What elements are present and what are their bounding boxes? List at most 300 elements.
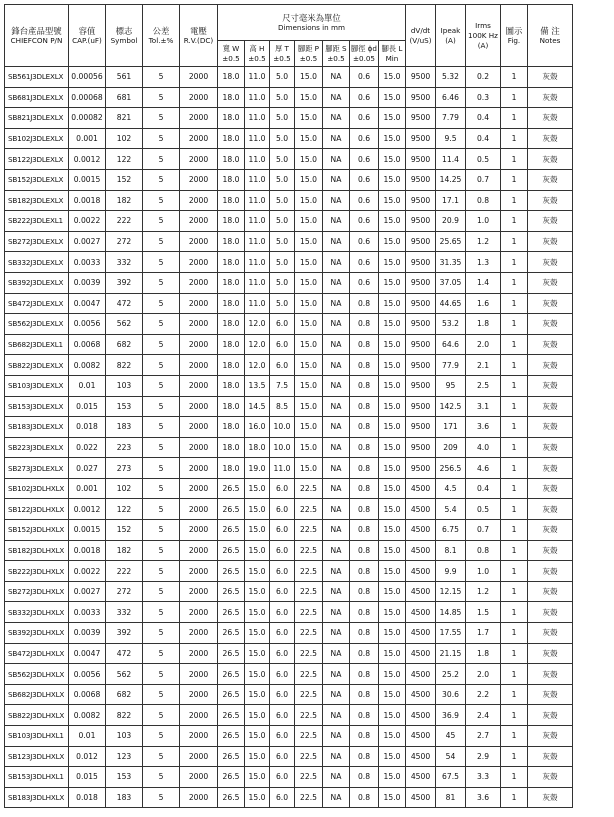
cell-pitch-p: 15.0 (295, 128, 323, 149)
cell-pitch-s: NA (323, 767, 350, 788)
cell-lead-length: 15.0 (379, 334, 406, 355)
cell-height: 15.0 (245, 581, 270, 602)
header-dim-thickness-tol: ±0.5 (273, 53, 291, 63)
cell-pitch-s: NA (323, 252, 350, 273)
cell-capacitance: 0.022 (69, 437, 106, 458)
header-dim-lead-diameter-label: 腳徑 ϕd (351, 43, 377, 53)
cell-symbol: 392 (106, 623, 143, 644)
cell-irms: 3.3 (466, 767, 501, 788)
spec-table (4, 4, 573, 808)
cell-irms: 0.4 (466, 128, 501, 149)
cell-irms: 2.5 (466, 375, 501, 396)
header-part-number-en: CHIEFCON P/N (10, 35, 63, 45)
cell-symbol: 821 (106, 108, 143, 129)
cell-capacitance: 0.0033 (69, 252, 106, 273)
cell-symbol: 332 (106, 602, 143, 623)
cell-lead-length: 15.0 (379, 169, 406, 190)
header-dvdt (406, 5, 436, 67)
cell-figure: 1 (501, 602, 528, 623)
cell-lead-length: 15.0 (379, 417, 406, 438)
cell-figure: 1 (501, 478, 528, 499)
cell-notes: 灰殼 (528, 726, 573, 747)
cell-dvdt: 9500 (406, 458, 436, 479)
cell-irms: 3.6 (466, 787, 501, 808)
cell-notes: 灰殼 (528, 437, 573, 458)
cell-pitch-p: 15.0 (295, 87, 323, 108)
cell-lead-length: 15.0 (379, 396, 406, 417)
cell-part-number: SB332J3DLHXLX (5, 602, 69, 623)
cell-figure: 1 (501, 272, 528, 293)
cell-notes: 灰殼 (528, 355, 573, 376)
cell-rated-voltage: 2000 (180, 128, 218, 149)
cell-lead-diameter: 0.6 (350, 108, 379, 129)
cell-pitch-p: 22.5 (295, 664, 323, 685)
cell-height: 11.0 (245, 169, 270, 190)
cell-symbol: 183 (106, 417, 143, 438)
cell-capacitance: 0.018 (69, 787, 106, 808)
cell-lead-diameter: 0.8 (350, 540, 379, 561)
cell-pitch-p: 15.0 (295, 67, 323, 88)
cell-lead-diameter: 0.6 (350, 211, 379, 232)
cell-symbol: 153 (106, 767, 143, 788)
cell-rated-voltage: 2000 (180, 602, 218, 623)
cell-dvdt: 4500 (406, 767, 436, 788)
cell-width: 26.5 (218, 705, 245, 726)
cell-figure: 1 (501, 334, 528, 355)
cell-tolerance: 5 (143, 499, 180, 520)
cell-figure: 1 (501, 664, 528, 685)
header-ipeak (436, 5, 466, 67)
cell-pitch-p: 15.0 (295, 190, 323, 211)
cell-capacitance: 0.0068 (69, 334, 106, 355)
cell-pitch-s: NA (323, 417, 350, 438)
cell-width: 18.0 (218, 211, 245, 232)
cell-capacitance: 0.00056 (69, 67, 106, 88)
cell-pitch-p: 15.0 (295, 108, 323, 129)
cell-pitch-s: NA (323, 314, 350, 335)
cell-tolerance: 5 (143, 643, 180, 664)
cell-irms: 0.8 (466, 190, 501, 211)
cell-pitch-s: NA (323, 520, 350, 541)
cell-dvdt: 9500 (406, 211, 436, 232)
cell-dvdt: 9500 (406, 314, 436, 335)
header-tolerance (143, 5, 180, 67)
header-dim-pitch-p (295, 41, 323, 67)
header-dim-height-label: 高 H (249, 43, 265, 53)
cell-figure: 1 (501, 87, 528, 108)
cell-symbol: 222 (106, 561, 143, 582)
cell-tolerance: 5 (143, 458, 180, 479)
cell-notes: 灰殼 (528, 128, 573, 149)
cell-capacitance: 0.0018 (69, 540, 106, 561)
cell-notes: 灰殼 (528, 375, 573, 396)
cell-irms: 4.0 (466, 437, 501, 458)
cell-irms: 0.7 (466, 169, 501, 190)
cell-lead-length: 15.0 (379, 787, 406, 808)
cell-lead-diameter: 0.8 (350, 561, 379, 582)
header-capacitance-zh: 容值 (78, 25, 96, 36)
cell-figure: 1 (501, 375, 528, 396)
cell-dvdt: 9500 (406, 334, 436, 355)
cell-dvdt: 4500 (406, 726, 436, 747)
cell-lead-diameter: 0.8 (350, 705, 379, 726)
cell-irms: 1.7 (466, 623, 501, 644)
cell-lead-length: 15.0 (379, 643, 406, 664)
cell-part-number: SB182J3DLHXLX (5, 540, 69, 561)
cell-part-number: SB272J3DLEXLX (5, 231, 69, 252)
table-row (5, 314, 573, 335)
cell-width: 18.0 (218, 334, 245, 355)
cell-rated-voltage: 2000 (180, 417, 218, 438)
cell-tolerance: 5 (143, 684, 180, 705)
cell-symbol: 103 (106, 375, 143, 396)
table-row (5, 787, 573, 808)
header-irms (466, 5, 501, 67)
cell-rated-voltage: 2000 (180, 767, 218, 788)
cell-irms: 1.2 (466, 231, 501, 252)
cell-height: 13.5 (245, 375, 270, 396)
cell-rated-voltage: 2000 (180, 787, 218, 808)
cell-pitch-s: NA (323, 108, 350, 129)
cell-ipeak: 5.32 (436, 67, 466, 88)
cell-rated-voltage: 2000 (180, 211, 218, 232)
cell-symbol: 222 (106, 211, 143, 232)
cell-part-number: SB682J3DLEXL1 (5, 334, 69, 355)
cell-lead-diameter: 0.8 (350, 293, 379, 314)
cell-thickness: 5.0 (270, 252, 295, 273)
cell-height: 11.0 (245, 272, 270, 293)
cell-pitch-s: NA (323, 623, 350, 644)
cell-capacitance: 0.0039 (69, 623, 106, 644)
cell-part-number: SB332J3DLEXLX (5, 252, 69, 273)
cell-height: 11.0 (245, 252, 270, 273)
cell-thickness: 6.0 (270, 561, 295, 582)
cell-lead-length: 15.0 (379, 664, 406, 685)
cell-irms: 1.4 (466, 272, 501, 293)
cell-part-number: SB682J3DLHXLX (5, 684, 69, 705)
header-rated-voltage-zh: 電壓 (190, 25, 207, 36)
cell-rated-voltage: 2000 (180, 643, 218, 664)
cell-width: 26.5 (218, 581, 245, 602)
cell-notes: 灰殼 (528, 581, 573, 602)
cell-width: 18.0 (218, 149, 245, 170)
cell-notes: 灰殼 (528, 396, 573, 417)
cell-part-number: SB122J3DLHXLX (5, 499, 69, 520)
cell-lead-diameter: 0.8 (350, 623, 379, 644)
cell-height: 11.0 (245, 190, 270, 211)
cell-lead-diameter: 0.8 (350, 355, 379, 376)
cell-lead-length: 15.0 (379, 211, 406, 232)
cell-irms: 1.6 (466, 293, 501, 314)
cell-pitch-p: 22.5 (295, 726, 323, 747)
cell-ipeak: 171 (436, 417, 466, 438)
header-dim-lead-diameter (350, 41, 379, 67)
cell-pitch-s: NA (323, 787, 350, 808)
cell-tolerance: 5 (143, 581, 180, 602)
cell-capacitance: 0.001 (69, 478, 106, 499)
header-part-number (5, 5, 69, 67)
cell-thickness: 6.0 (270, 787, 295, 808)
cell-lead-diameter: 0.8 (350, 396, 379, 417)
table-row (5, 684, 573, 705)
cell-pitch-s: NA (323, 128, 350, 149)
cell-thickness: 5.0 (270, 211, 295, 232)
cell-thickness: 5.0 (270, 231, 295, 252)
cell-figure: 1 (501, 540, 528, 561)
cell-lead-diameter: 0.8 (350, 684, 379, 705)
cell-width: 26.5 (218, 478, 245, 499)
cell-thickness: 6.0 (270, 478, 295, 499)
cell-ipeak: 6.75 (436, 520, 466, 541)
cell-symbol: 472 (106, 643, 143, 664)
cell-figure: 1 (501, 149, 528, 170)
cell-pitch-s: NA (323, 231, 350, 252)
cell-pitch-s: NA (323, 499, 350, 520)
cell-symbol: 223 (106, 437, 143, 458)
cell-height: 11.0 (245, 87, 270, 108)
cell-pitch-s: NA (323, 437, 350, 458)
cell-width: 26.5 (218, 664, 245, 685)
header-dim-pitch-p-label: 腳距 P (298, 43, 319, 53)
cell-width: 18.0 (218, 396, 245, 417)
cell-thickness: 6.0 (270, 540, 295, 561)
cell-tolerance: 5 (143, 540, 180, 561)
header-part-number-zh: 鋒台產品型號 (11, 25, 62, 36)
cell-tolerance: 5 (143, 211, 180, 232)
cell-capacitance: 0.015 (69, 396, 106, 417)
cell-ipeak: 6.46 (436, 87, 466, 108)
cell-thickness: 5.0 (270, 128, 295, 149)
table-row (5, 417, 573, 438)
cell-rated-voltage: 2000 (180, 478, 218, 499)
header-ipeak-unit: (A) (445, 35, 456, 45)
cell-thickness: 5.0 (270, 293, 295, 314)
cell-irms: 3.6 (466, 417, 501, 438)
header-symbol (106, 5, 143, 67)
cell-lead-diameter: 0.8 (350, 602, 379, 623)
cell-lead-diameter: 0.6 (350, 272, 379, 293)
cell-thickness: 8.5 (270, 396, 295, 417)
cell-height: 15.0 (245, 540, 270, 561)
cell-part-number: SB681J3DLEXLX (5, 87, 69, 108)
cell-dvdt: 9500 (406, 252, 436, 273)
cell-rated-voltage: 2000 (180, 664, 218, 685)
cell-dvdt: 9500 (406, 417, 436, 438)
cell-height: 15.0 (245, 787, 270, 808)
cell-symbol: 682 (106, 334, 143, 355)
cell-lead-length: 15.0 (379, 767, 406, 788)
table-row (5, 561, 573, 582)
cell-notes: 灰殼 (528, 520, 573, 541)
table-header (5, 5, 573, 67)
header-irms-label: Irms (475, 20, 491, 30)
cell-notes: 灰殼 (528, 211, 573, 232)
table-row (5, 664, 573, 685)
cell-dvdt: 4500 (406, 705, 436, 726)
cell-lead-length: 15.0 (379, 149, 406, 170)
cell-ipeak: 14.25 (436, 169, 466, 190)
cell-tolerance: 5 (143, 293, 180, 314)
cell-tolerance: 5 (143, 231, 180, 252)
cell-height: 11.0 (245, 211, 270, 232)
cell-dvdt: 9500 (406, 169, 436, 190)
cell-pitch-p: 15.0 (295, 252, 323, 273)
cell-height: 15.0 (245, 499, 270, 520)
table-row (5, 520, 573, 541)
cell-width: 26.5 (218, 643, 245, 664)
cell-width: 18.0 (218, 272, 245, 293)
cell-figure: 1 (501, 643, 528, 664)
table-row (5, 211, 573, 232)
cell-irms: 2.4 (466, 705, 501, 726)
cell-ipeak: 142.5 (436, 396, 466, 417)
cell-figure: 1 (501, 108, 528, 129)
cell-pitch-s: NA (323, 396, 350, 417)
cell-dvdt: 9500 (406, 396, 436, 417)
cell-part-number: SB472J3DLHXLX (5, 643, 69, 664)
cell-irms: 1.5 (466, 602, 501, 623)
cell-dvdt: 4500 (406, 540, 436, 561)
cell-capacitance: 0.012 (69, 746, 106, 767)
cell-lead-diameter: 0.8 (350, 499, 379, 520)
header-dim-lead-length (379, 41, 406, 67)
cell-dvdt: 9500 (406, 128, 436, 149)
cell-notes: 灰殼 (528, 684, 573, 705)
cell-figure: 1 (501, 623, 528, 644)
cell-notes: 灰殼 (528, 334, 573, 355)
cell-rated-voltage: 2000 (180, 684, 218, 705)
cell-capacitance: 0.0056 (69, 664, 106, 685)
cell-notes: 灰殼 (528, 108, 573, 129)
cell-thickness: 5.0 (270, 87, 295, 108)
cell-pitch-p: 22.5 (295, 520, 323, 541)
cell-dvdt: 9500 (406, 231, 436, 252)
cell-symbol: 122 (106, 149, 143, 170)
cell-width: 18.0 (218, 190, 245, 211)
table-row (5, 746, 573, 767)
table-row (5, 128, 573, 149)
cell-rated-voltage: 2000 (180, 726, 218, 747)
cell-tolerance: 5 (143, 67, 180, 88)
cell-ipeak: 54 (436, 746, 466, 767)
cell-ipeak: 5.4 (436, 499, 466, 520)
cell-height: 11.0 (245, 108, 270, 129)
cell-lead-diameter: 0.8 (350, 437, 379, 458)
header-ipeak-label: Ipeak (440, 25, 461, 35)
cell-rated-voltage: 2000 (180, 540, 218, 561)
cell-irms: 0.2 (466, 67, 501, 88)
cell-tolerance: 5 (143, 478, 180, 499)
cell-ipeak: 77.9 (436, 355, 466, 376)
cell-height: 12.0 (245, 314, 270, 335)
cell-pitch-p: 22.5 (295, 643, 323, 664)
cell-height: 15.0 (245, 767, 270, 788)
cell-figure: 1 (501, 252, 528, 273)
cell-part-number: SB152J3DLHXLX (5, 520, 69, 541)
header-figure-en: Fig. (507, 35, 521, 45)
cell-thickness: 6.0 (270, 520, 295, 541)
cell-lead-length: 15.0 (379, 67, 406, 88)
cell-ipeak: 4.5 (436, 478, 466, 499)
cell-symbol: 822 (106, 355, 143, 376)
cell-thickness: 6.0 (270, 334, 295, 355)
cell-pitch-s: NA (323, 581, 350, 602)
cell-lead-diameter: 0.6 (350, 231, 379, 252)
cell-rated-voltage: 2000 (180, 334, 218, 355)
cell-dvdt: 9500 (406, 272, 436, 293)
cell-width: 18.0 (218, 375, 245, 396)
cell-tolerance: 5 (143, 787, 180, 808)
cell-pitch-p: 15.0 (295, 375, 323, 396)
cell-symbol: 102 (106, 478, 143, 499)
cell-pitch-s: NA (323, 746, 350, 767)
cell-notes: 灰殼 (528, 314, 573, 335)
cell-lead-diameter: 0.6 (350, 252, 379, 273)
cell-rated-voltage: 2000 (180, 561, 218, 582)
cell-height: 15.0 (245, 684, 270, 705)
cell-part-number: SB182J3DLEXLX (5, 190, 69, 211)
header-irms-unit: (A) (477, 40, 489, 50)
cell-figure: 1 (501, 314, 528, 335)
cell-ipeak: 53.2 (436, 314, 466, 335)
cell-irms: 2.2 (466, 684, 501, 705)
cell-irms: 0.5 (466, 149, 501, 170)
cell-width: 26.5 (218, 787, 245, 808)
cell-thickness: 6.0 (270, 581, 295, 602)
cell-lead-diameter: 0.6 (350, 128, 379, 149)
cell-pitch-p: 22.5 (295, 581, 323, 602)
cell-capacitance: 0.0015 (69, 520, 106, 541)
cell-width: 18.0 (218, 87, 245, 108)
cell-height: 15.0 (245, 520, 270, 541)
cell-notes: 灰殼 (528, 417, 573, 438)
cell-irms: 2.0 (466, 664, 501, 685)
cell-dvdt: 4500 (406, 684, 436, 705)
cell-height: 14.5 (245, 396, 270, 417)
cell-height: 15.0 (245, 602, 270, 623)
cell-height: 16.0 (245, 417, 270, 438)
cell-pitch-s: NA (323, 190, 350, 211)
header-figure (501, 5, 528, 67)
cell-part-number: SB822J3DLHXLX (5, 705, 69, 726)
cell-lead-length: 15.0 (379, 478, 406, 499)
cell-part-number: SB183J3DLHXLX (5, 787, 69, 808)
cell-tolerance: 5 (143, 108, 180, 129)
cell-height: 15.0 (245, 478, 270, 499)
cell-dvdt: 9500 (406, 293, 436, 314)
header-dim-height (245, 41, 270, 67)
cell-lead-length: 15.0 (379, 293, 406, 314)
cell-thickness: 5.0 (270, 149, 295, 170)
cell-lead-length: 15.0 (379, 128, 406, 149)
cell-capacitance: 0.0047 (69, 643, 106, 664)
header-symbol-zh: 標志 (115, 25, 133, 36)
cell-symbol: 561 (106, 67, 143, 88)
cell-tolerance: 5 (143, 190, 180, 211)
cell-width: 18.0 (218, 314, 245, 335)
cell-lead-length: 15.0 (379, 602, 406, 623)
cell-pitch-p: 15.0 (295, 231, 323, 252)
cell-thickness: 5.0 (270, 67, 295, 88)
cell-capacitance: 0.0027 (69, 231, 106, 252)
cell-height: 11.0 (245, 231, 270, 252)
cell-rated-voltage: 2000 (180, 252, 218, 273)
header-dim-height-tol: ±0.5 (248, 53, 266, 63)
cell-width: 18.0 (218, 252, 245, 273)
cell-width: 18.0 (218, 458, 245, 479)
cell-symbol: 332 (106, 252, 143, 273)
cell-capacitance: 0.00068 (69, 87, 106, 108)
